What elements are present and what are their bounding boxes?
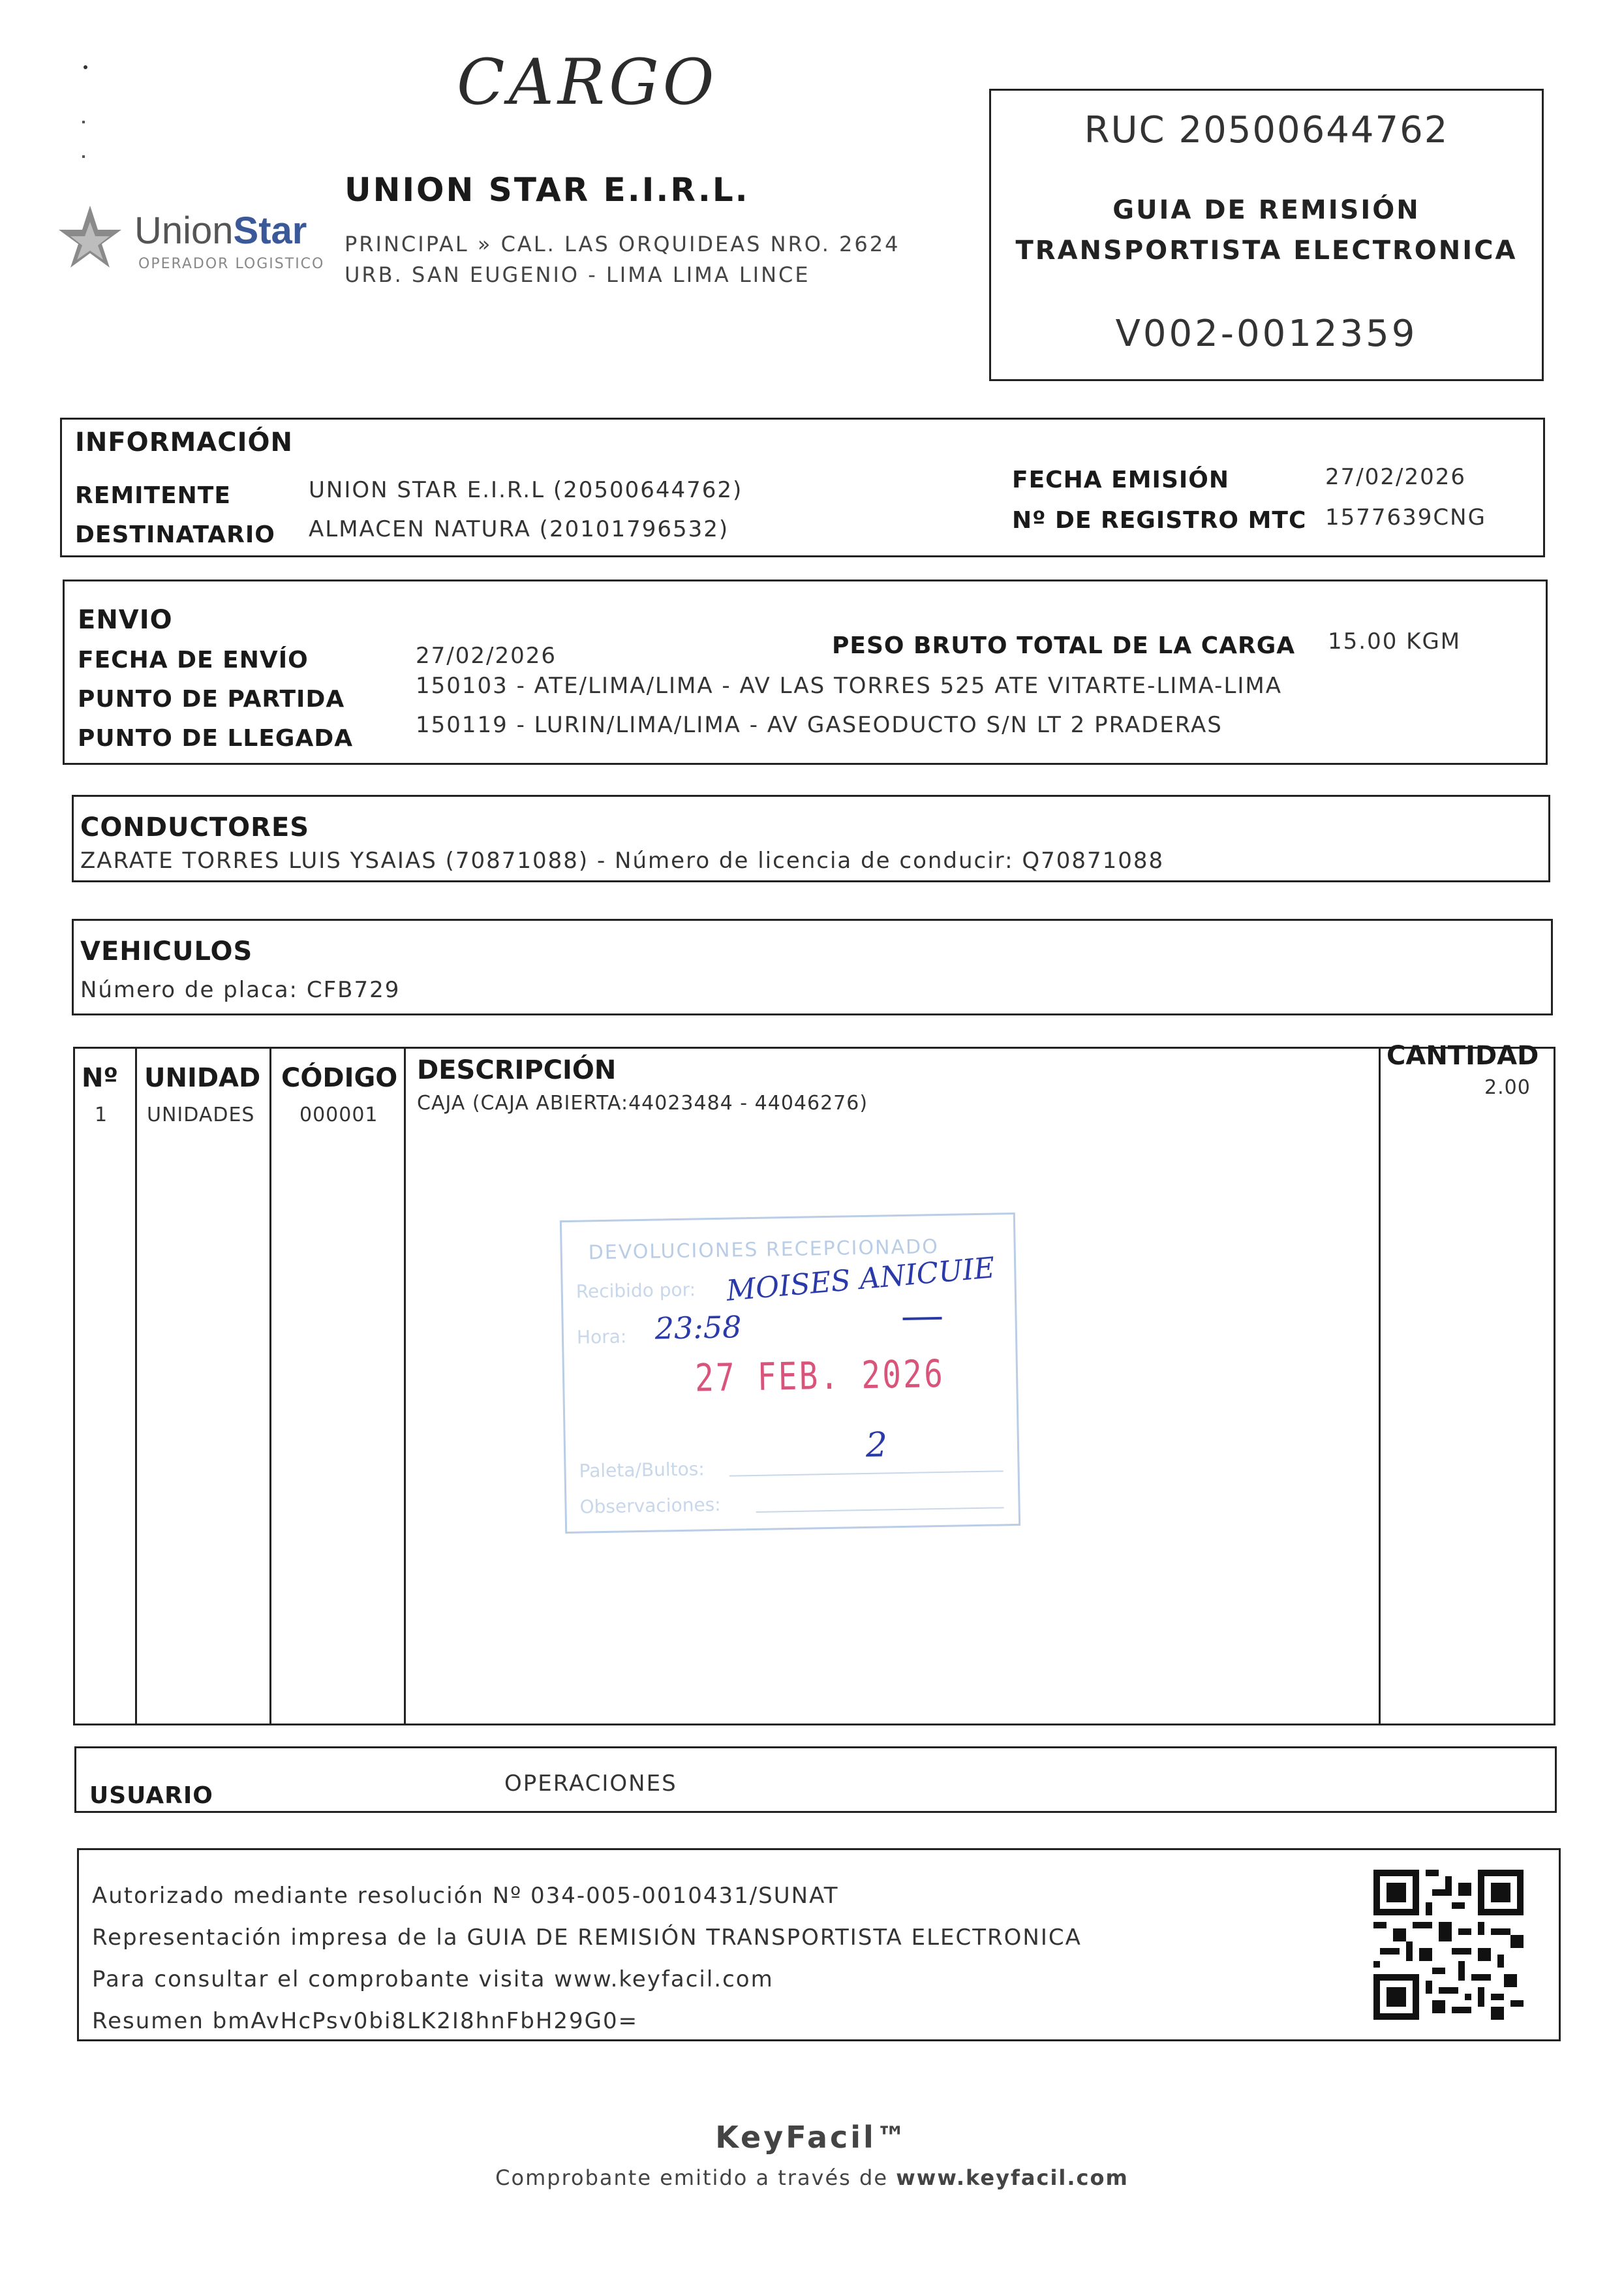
stamp-hora-label: Hora:: [576, 1325, 627, 1348]
ruc-number: RUC 20500644762: [1084, 109, 1449, 151]
auth-line1: Autorizado mediante resolución Nº 034-005-0010431/SUNAT: [92, 1883, 839, 1909]
col-divider: [404, 1049, 406, 1724]
envio-title: ENVIO: [78, 605, 173, 635]
row-cantidad: 2.00: [1484, 1076, 1531, 1099]
punto-partida-value: 150103 - ATE/LIMA/LIMA - AV LAS TORRES 525 ATE VITARTE-LIMA-LIMA: [416, 673, 1283, 699]
scan-speck: [82, 121, 85, 123]
fecha-emision-value: 27/02/2026: [1325, 464, 1466, 490]
stamp-obs-line: [756, 1507, 1004, 1513]
conductor-value: ZARATE TORRES LUIS YSAIAS (70871088) - Número de licencia de conducir: Q70871088: [80, 848, 1165, 874]
stamp-bultos-line: [729, 1470, 1004, 1476]
envio-section: [63, 580, 1548, 765]
company-address-line1: PRINCIPAL » CAL. LAS ORQUIDEAS NRO. 2624: [345, 232, 900, 256]
header-cantidad: CANTIDAD: [1387, 1041, 1539, 1071]
tagline-site[interactable]: www.keyfacil.com: [896, 2165, 1129, 2190]
destinatario-label: DESTINATARIO: [75, 521, 275, 548]
peso-bruto-value: 15.00 KGM: [1328, 628, 1462, 655]
col-divider: [1379, 1049, 1381, 1724]
registro-mtc-label: Nº DE REGISTRO MTC: [1012, 507, 1307, 534]
remitente-label: REMITENTE: [75, 482, 231, 509]
auth-line3: Para consultar el comprobante visita www.keyfacil.com: [92, 1966, 774, 1992]
usuario-value: OPERACIONES: [504, 1770, 677, 1797]
tagline-prefix: Comprobante emitido a través de: [495, 2165, 896, 2190]
company-name: UNION STAR E.I.R.L.: [345, 171, 750, 209]
row-descripcion: CAJA (CAJA ABIERTA:44023484 - 44046276): [417, 1092, 868, 1115]
usuario-label: USUARIO: [89, 1782, 213, 1809]
stamp-dash: [903, 1317, 942, 1320]
stamp-header: DEVOLUCIONES RECEPCIONADO: [588, 1235, 940, 1265]
company-logo: [57, 202, 331, 294]
doc-title-line2: TRANSPORTISTA ELECTRONICA: [1015, 236, 1518, 266]
row-unidad: UNIDADES: [147, 1104, 255, 1126]
company-address-line2: URB. SAN EUGENIO - LIMA LIMA LINCE: [345, 262, 810, 287]
logo-subtitle: OPERADOR LOGISTICO: [138, 256, 325, 272]
reception-stamp: [560, 1213, 1020, 1534]
stamp-recibido-value: MOISES ANICUIE: [725, 1251, 996, 1308]
conductores-section: [72, 795, 1550, 882]
peso-bruto-label: PESO BRUTO TOTAL DE LA CARGA: [832, 632, 1296, 659]
destinatario-value: ALMACEN NATURA (20101796532): [309, 516, 729, 542]
row-n: 1: [95, 1104, 108, 1126]
star-logo-icon: [57, 202, 123, 287]
doc-title-line1: GUIA DE REMISIÓN: [1112, 195, 1420, 225]
vehiculos-title: VEHICULOS: [80, 936, 253, 966]
scan-speck: [84, 65, 87, 69]
header-descripcion: DESCRIPCIÓN: [417, 1055, 617, 1085]
stamp-hora-value: 23:58: [654, 1309, 742, 1346]
row-codigo: 000001: [299, 1104, 378, 1126]
stamp-observaciones-label: Observaciones:: [579, 1493, 721, 1518]
fecha-emision-label: FECHA EMISIÓN: [1012, 467, 1229, 493]
auth-line2: Representación impresa de la GUIA DE REMISIÓN TRANSPORTISTA ELECTRONICA: [92, 1925, 1082, 1951]
header-n: Nº: [82, 1063, 119, 1093]
stamp-bultos-value: 2: [865, 1425, 888, 1465]
punto-llegada-value: 150119 - LURIN/LIMA/LIMA - AV GASEODUCTO S/N LT 2 PRADERAS: [416, 712, 1223, 738]
stamp-recibido-label: Recibido por:: [575, 1278, 696, 1303]
logo-wordmark: UnionStar: [134, 209, 307, 252]
header-codigo: CÓDIGO: [281, 1063, 398, 1093]
conductores-title: CONDUCTORES: [80, 812, 310, 843]
header-unidad: UNIDAD: [144, 1063, 261, 1093]
col-divider: [135, 1049, 137, 1724]
informacion-section: [60, 418, 1545, 557]
keyfacil-brand: KeyFacil™: [715, 2120, 909, 2155]
registro-mtc-value: 1577639CNG: [1325, 504, 1486, 531]
remitente-value: UNION STAR E.I.R.L (20500644762): [309, 477, 743, 503]
qr-code-icon: [1373, 1870, 1524, 2020]
placa-value: Número de placa: CFB729: [80, 977, 401, 1003]
vehiculos-section: [72, 919, 1553, 1015]
fecha-envio-value: 27/02/2026: [416, 643, 557, 669]
stamp-bultos-label: Paleta/Bultos:: [579, 1458, 705, 1482]
doc-number: V002-0012359: [1115, 313, 1418, 355]
informacion-title: INFORMACIÓN: [75, 427, 293, 457]
stamp-date: 27 FEB. 2026: [694, 1351, 945, 1400]
scan-speck: [82, 155, 85, 158]
usuario-section: [74, 1746, 1557, 1813]
col-divider: [269, 1049, 271, 1724]
ruc-box: [989, 89, 1544, 381]
authorization-box: [77, 1848, 1561, 2041]
auth-line4: Resumen bmAvHcPsv0bi8LK2I8hnFbH29G0=: [92, 2008, 639, 2034]
handwritten-cargo: CARGO: [457, 46, 718, 119]
punto-llegada-label: PUNTO DE LLEGADA: [78, 725, 354, 752]
punto-partida-label: PUNTO DE PARTIDA: [78, 686, 345, 713]
keyfacil-tagline: [0, 2165, 1624, 2190]
fecha-envio-label: FECHA DE ENVÍO: [78, 647, 309, 673]
